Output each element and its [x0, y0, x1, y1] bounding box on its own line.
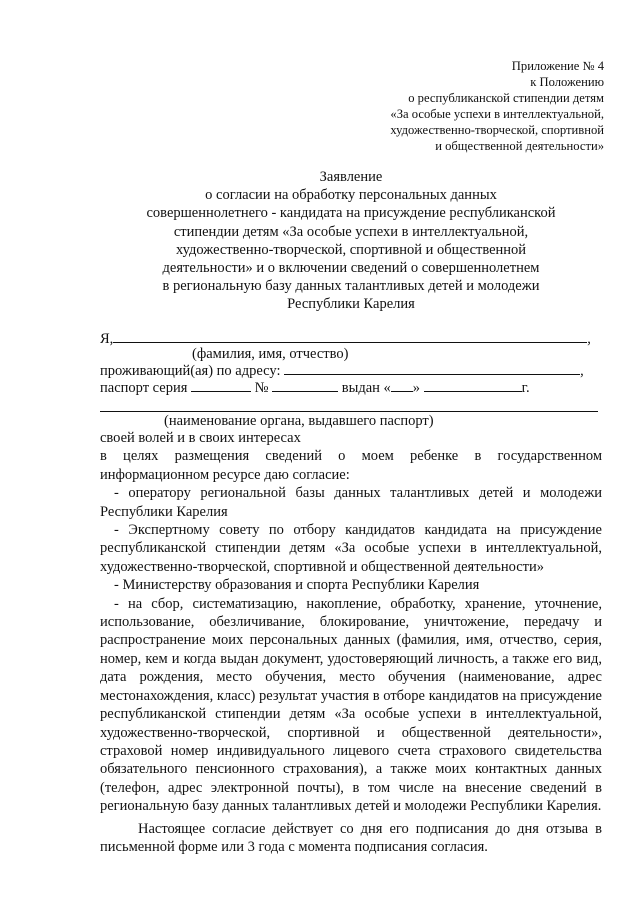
address-comma: ,: [580, 363, 584, 379]
passport-line: [100, 378, 602, 397]
title-line: художественно-творческой, спортивной и общественной: [175, 241, 527, 258]
purpose-paragraph: в целях размещения сведений о моем ребенке в государственном информационном ресурсе даю согласие:: [100, 448, 602, 483]
consent-item-council: - Экспертному совету по отбору кандидатов кандидата на присуждение республиканской стипендии детям «За особые успехи в интеллектуальной, художественно-творческой, спортивной и общественной деятельности»: [100, 522, 602, 575]
issued-label: выдан «: [341, 380, 391, 396]
fio-caption: (фамилия, имя, отчество): [192, 346, 349, 362]
title-line: стипендии детям «За особые успехи в интеллектуальной,: [173, 223, 529, 240]
consent-body: [100, 429, 602, 856]
passport-number-label: №: [254, 380, 269, 396]
will-line: своей волей и в своих интересах: [100, 430, 301, 446]
issuer-caption: (наименование органа, выдавшего паспорт): [164, 413, 434, 429]
passport-number-field[interactable]: [272, 378, 338, 392]
title-line: совершеннолетнего - кандидата на присуждение республиканской: [146, 205, 556, 222]
consent-item-ministry: - Министерству образования и спорта Республики Карелия: [114, 577, 480, 594]
appendix-line: «За особые успехи в интеллектуальной,: [390, 107, 604, 121]
issued-month-field[interactable]: [424, 378, 522, 392]
passport-series-field[interactable]: [191, 378, 251, 392]
name-label: Я,: [100, 331, 114, 347]
title-line: Заявление: [319, 169, 383, 185]
name-comma: ,: [587, 331, 591, 347]
appendix-line: к Положению: [530, 75, 604, 89]
appendix-line: и общественной деятельности»: [435, 139, 604, 153]
year-suffix: г.: [521, 380, 530, 396]
issued-day-field[interactable]: [391, 378, 413, 392]
consent-item-operator: - оператору региональной базы данных талантливых детей и молодежи Республики Карелия: [100, 485, 602, 520]
title-line: Республики Карелия: [287, 296, 415, 313]
address-label: проживающий(ая) по адресу:: [100, 363, 281, 379]
appendix-line: о республиканской стипендии детям: [408, 91, 604, 105]
appendix-header: [304, 58, 604, 154]
title-line: о согласии на обработку персональных данных: [205, 187, 497, 204]
validity-paragraph: Настоящее согласие действует со дня его подписания до дня отзыва в письменной форме или 3 года с момента подписания согласия.: [100, 820, 602, 855]
appendix-line: художественно-творческой, спортивной: [390, 123, 604, 137]
issued-close: »: [412, 380, 421, 396]
title-line: деятельности» и о включении сведений о совершеннолетнем: [162, 260, 540, 277]
appendix-line: Приложение № 4: [511, 59, 604, 73]
consent-item-processing: - на сбор, систематизацию, накопление, обработку, хранение, уточнение, использование, обезличивание, блокирование, уничтожение, передачу и распространение моих персональных данных (фамилия, имя, отчество, серия, номер, кем и когда выдан документ, удостоверяющий личность, а также его вид, дата рождения, место обучения, место обучения (наименование, адрес местонахождения, класс) результат участия в отборе кандидатов на присуждение республиканской стипендии детям «За особые успехи в интеллектуальной, художественно-творческой, спортивной и общественной деятельности», страховой номер индивидуального лицевого счета страхового свидетельства обязательного пенсионного страхования), а также моих контактных данных (телефон, адрес электронной почты), в том числе на внесение сведений в региональную базу данных талантливых детей и молодежи Республики Карелия.: [100, 595, 602, 815]
title-line: в региональную базу данных талантливых детей и молодежи: [162, 278, 540, 295]
name-field[interactable]: [113, 329, 587, 343]
address-field[interactable]: [284, 361, 580, 375]
name-line: [100, 329, 602, 348]
document-title: [100, 168, 602, 314]
passport-series-label: паспорт серия: [100, 380, 188, 396]
